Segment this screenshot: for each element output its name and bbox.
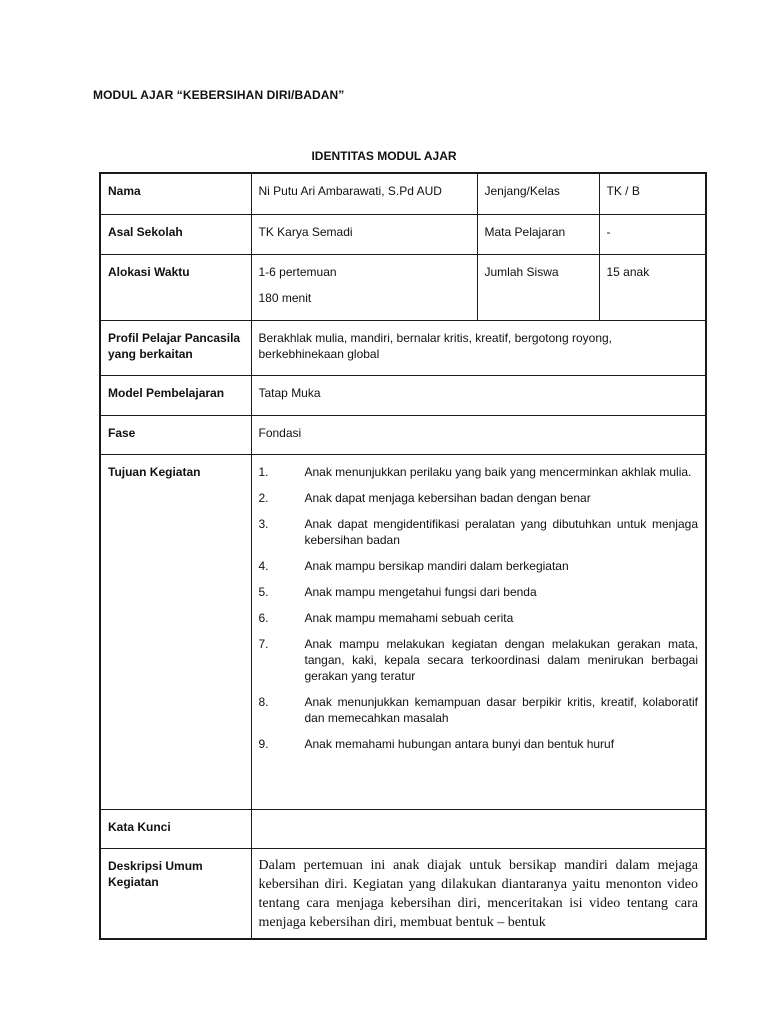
- deskripsi-label: Deskripsi Umum Kegiatan: [100, 848, 251, 939]
- list-item: 8. Anak menunjukkan kemampuan dasar berpikir kritis, kreatif, kolaboratif dan memecahkan masalah: [258, 694, 698, 725]
- section-title: IDENTITAS MODUL AJAR: [311, 149, 457, 163]
- deskripsi-value: [251, 848, 706, 939]
- fase-label: Fase: [100, 415, 251, 454]
- table-row: [100, 809, 706, 848]
- list-item: 3. Anak dapat mengidentifikasi peralatan yang dibutuhkan untuk menjaga kebersihan badan: [258, 516, 698, 547]
- jenjang-value: TK / B: [599, 173, 706, 214]
- table-row: [100, 415, 706, 454]
- table-row: [100, 173, 706, 214]
- alokasi-value-1: 1-6 pertemuan: [258, 264, 337, 279]
- model-value: Tatap Muka: [251, 375, 706, 415]
- table-row: [100, 848, 706, 939]
- siswa-value: 15 anak: [599, 254, 706, 320]
- list-item: 5. Anak mampu mengetahui fungsi dari benda: [258, 584, 537, 599]
- alokasi-label: Alokasi Waktu: [100, 254, 251, 320]
- jenjang-label: Jenjang/Kelas: [477, 173, 599, 214]
- kata-kunci-label: Kata Kunci: [100, 809, 251, 848]
- identity-table: [99, 172, 707, 940]
- nama-label: Nama: [100, 173, 251, 214]
- table-row: [100, 454, 706, 809]
- sekolah-value: TK Karya Semadi: [251, 214, 477, 254]
- table-row: [100, 214, 706, 254]
- kata-kunci-value: [251, 809, 706, 848]
- alokasi-value-2: 180 menit: [258, 290, 312, 305]
- alokasi-value: [251, 254, 477, 320]
- tujuan-value: [251, 454, 706, 809]
- list-item: 2. Anak dapat menjaga kebersihan badan dengan benar: [258, 490, 591, 505]
- mapel-label: Mata Pelajaran: [477, 214, 599, 254]
- fase-value: Fondasi: [251, 415, 706, 454]
- table-row: [100, 254, 706, 320]
- tujuan-label: Tujuan Kegiatan: [100, 454, 251, 809]
- table-row: [100, 320, 706, 375]
- siswa-label: Jumlah Siswa: [477, 254, 599, 320]
- list-item: 6. Anak mampu memahami sebuah cerita: [258, 610, 514, 625]
- goals-list: [259, 464, 699, 752]
- mapel-value: -: [599, 214, 706, 254]
- document-title: MODUL AJAR “KEBERSIHAN DIRI/BADAN”: [93, 88, 345, 102]
- profil-label: Profil Pelajar Pancasila yang berkaitan: [100, 320, 251, 375]
- list-item: 4. Anak mampu bersikap mandiri dalam berkegiatan: [258, 558, 569, 573]
- list-item: 1. Anak menunjukkan perilaku yang baik yang mencerminkan akhlak mulia.: [258, 464, 692, 479]
- profil-value: Berakhlak mulia, mandiri, bernalar kritis, kreatif, bergotong royong, berkebhinekaan global: [251, 320, 706, 375]
- sekolah-label: Asal Sekolah: [100, 214, 251, 254]
- model-label: Model Pembelajaran: [100, 375, 251, 415]
- list-item: 7. Anak mampu melakukan kegiatan dengan melakukan gerakan mata, tangan, kaki, kepala secara terkoordinasi dalam menirukan berbagai gerakan yang teratur: [258, 636, 698, 683]
- list-item: 9. Anak memahami hubungan antara bunyi dan bentuk huruf: [258, 736, 615, 751]
- nama-value: Ni Putu Ari Ambarawati, S.Pd AUD: [251, 173, 477, 214]
- table-row: [100, 375, 706, 415]
- deskripsi-text: Dalam pertemuan ini anak diajak untuk bersikap mandiri dalam mejaga kebersihan diri. Kegiatan yang dilakukan diantaranya yaitu menonton video tentang cara menjaga kebersihan diri, menceritakan isi video tentang cara menjaga kebersihan diri, membuat bentuk – bentuk: [258, 857, 698, 930]
